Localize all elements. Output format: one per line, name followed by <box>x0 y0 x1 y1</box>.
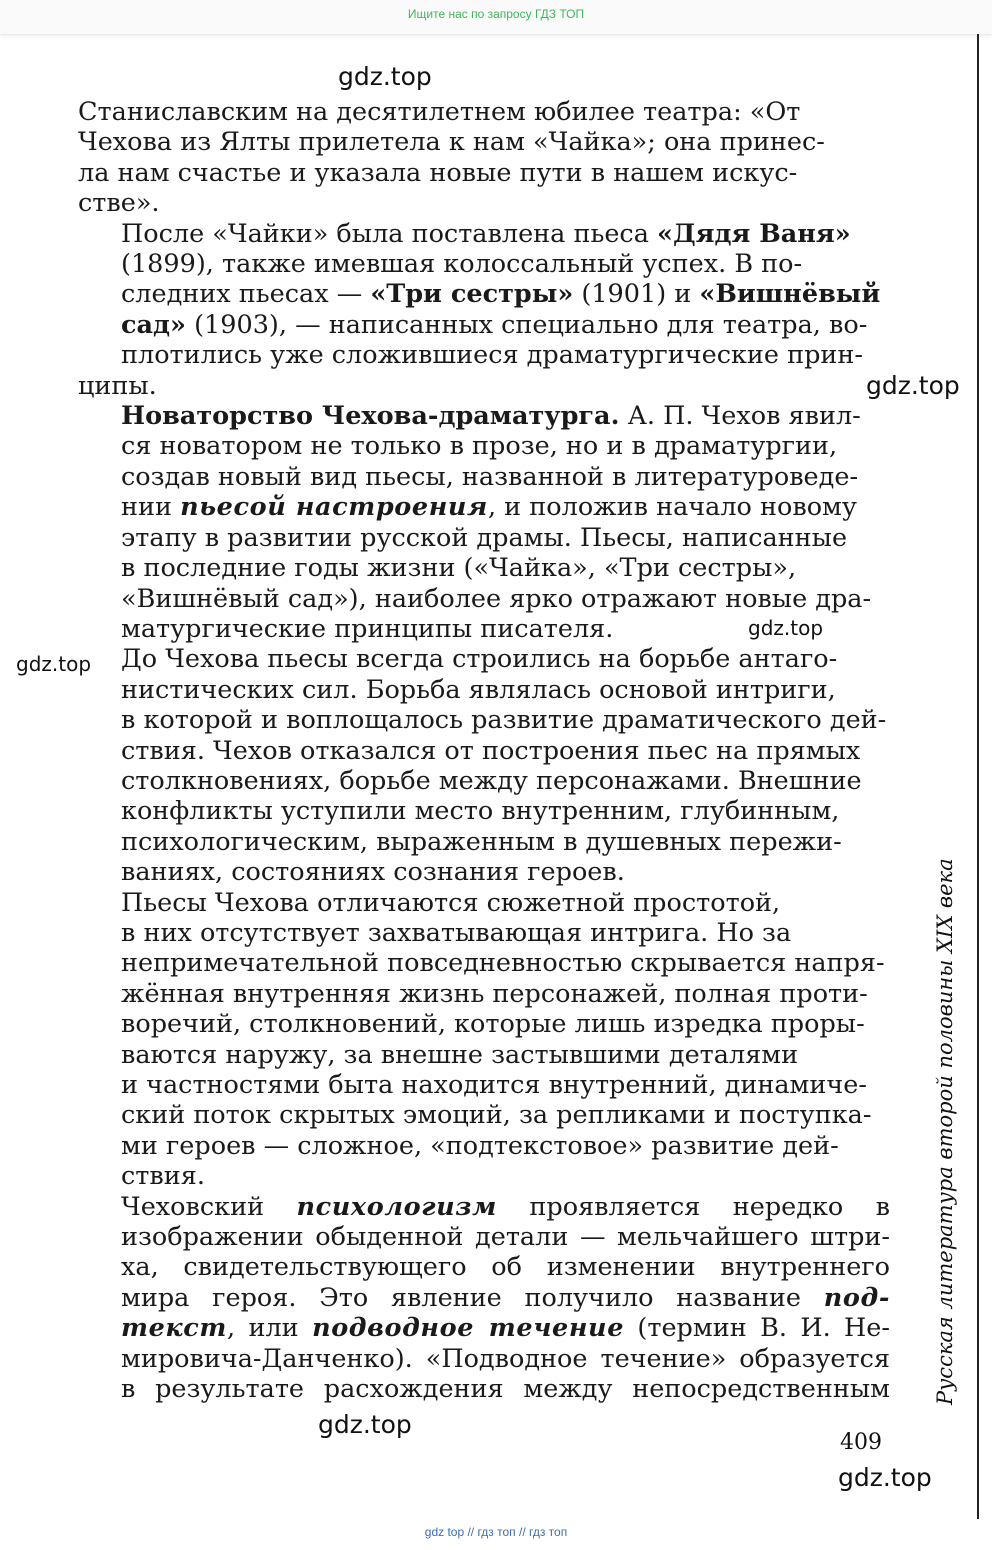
text-line <box>78 1313 890 1343</box>
text-line: изображении обыденной детали — мельчайшего штри- <box>121 1222 890 1253</box>
text-line: непримечательной повседневностью скрывается напря- <box>121 948 885 979</box>
text-run: нии <box>121 492 181 523</box>
text-line: ствия. <box>121 1161 205 1192</box>
text-line: конфликты уступили место внутренним, глубинным, <box>121 796 840 827</box>
text-run: (1903), — написанных специально для театра, во- <box>185 309 868 340</box>
watermark: gdz.top <box>338 62 432 91</box>
text-run: (1901) и <box>573 279 700 310</box>
paragraph <box>78 644 890 887</box>
text-line: воречий, столкновений, которые лишь изредка проры- <box>121 1009 865 1040</box>
text-line: ваются наружу, за внешне застывшими деталями <box>121 1039 799 1070</box>
watermark: gdz.top <box>748 616 824 640</box>
text-line: в последние годы жизни («Чайка», «Три сестры», <box>121 553 797 584</box>
text-line: мировича-Данченко). «Подводное течение» образуется <box>121 1343 890 1374</box>
text-line: Станиславским на десятилетнем юбилее театра: «От <box>78 97 801 127</box>
search-hint-link[interactable]: Ищите нас по запросу ГДЗ ТОП <box>407 7 585 21</box>
text-line: в которой и воплощалось развитие драматического дей- <box>121 705 887 736</box>
play-title-cherry-orchard: «Вишнёвый <box>699 279 881 310</box>
paragraph <box>78 888 890 1192</box>
top-banner <box>0 0 992 35</box>
text-line: в результате расхождения между непосредственным <box>121 1374 890 1405</box>
text-line: ми героев — сложное, «подтекстовое» развитие дей- <box>121 1130 839 1161</box>
text-line: матургические принципы писателя. <box>121 613 614 644</box>
watermark: gdz.top <box>318 1410 412 1439</box>
paragraph <box>78 219 890 401</box>
text-run: , и положив начало новому <box>487 492 857 523</box>
text-line: плотились уже сложившиеся драматургические прин- <box>121 340 864 371</box>
text-run: следних пьесах — <box>121 279 371 310</box>
play-title-three-sisters: «Три сестры» <box>370 279 574 310</box>
text-run: Чеховский <box>121 1191 297 1222</box>
text-line: ваниях, состояниях сознания героев. <box>121 857 625 888</box>
paragraph <box>78 97 890 219</box>
text-line <box>78 310 890 340</box>
watermark: gdz.top <box>838 1463 932 1492</box>
text-line: в них отсутствует захватывающая интрига. Но за <box>121 917 792 948</box>
term-subtext-end: текст <box>121 1313 227 1344</box>
text-line: жённая внутренняя жизнь персонажей, полная проти- <box>121 978 868 1009</box>
text-line: «Вишнёвый сад»), наиболее ярко отражают новые дра- <box>121 583 872 614</box>
text-line <box>78 401 890 431</box>
text-run: (термин В. И. Не- <box>624 1313 890 1344</box>
text-run: А. П. Чехов явил- <box>619 401 861 432</box>
footer-links[interactable]: gdz top // гдз топ // гдз топ <box>424 1525 568 1539</box>
text-line <box>78 1192 890 1222</box>
term-psychologism: психологизм <box>296 1191 497 1222</box>
text-line: До Чехова пьесы всегда строились на борьбе антаго- <box>121 644 838 675</box>
text-run: , или <box>226 1313 313 1344</box>
term-mood-play: пьесой настроения <box>180 492 488 523</box>
paragraph <box>78 1192 890 1405</box>
text-line: ха, свидетельствующего об изменении внутреннего <box>121 1252 890 1283</box>
section-heading: Новаторство Чехова-драматурга. <box>121 401 620 432</box>
text-run: мира героя. Это явление получило название <box>121 1282 824 1313</box>
sidebar-section-title: Русская литература второй половины XIX века <box>933 858 957 1405</box>
watermark: gdz.top <box>16 652 92 676</box>
text-run: проявляется нередко в <box>497 1191 890 1222</box>
play-title-uncle-vanya: «Дядя Ваня» <box>657 218 851 249</box>
text-line: ствия. Чехов отказался от построения пьес на прямых <box>121 735 861 766</box>
text-line <box>78 492 890 522</box>
text-line: и частностями быта находится внутренний, динамиче- <box>121 1070 867 1100</box>
text-line <box>78 1283 890 1313</box>
text-line: нистических сил. Борьба являлась основой интриги, <box>121 674 836 705</box>
play-title-cherry-orchard-end: сад» <box>121 309 186 340</box>
term-subtext: под- <box>823 1282 890 1313</box>
text-line: Пьесы Чехова отличаются сюжетной простотой, <box>121 887 781 918</box>
text-line: создав новый вид пьесы, названной в литературоведе- <box>121 461 859 492</box>
text-line <box>78 279 890 309</box>
text-line: ся новатором не только в прозе, но и в драматургии, <box>121 431 838 462</box>
page-number: 409 <box>840 1430 882 1455</box>
watermark: gdz.top <box>866 371 960 400</box>
text-run: После «Чайки» была поставлена пьеса <box>121 218 658 249</box>
term-undercurrent: подводное течение <box>312 1313 625 1344</box>
text-line: ципы. <box>78 370 157 401</box>
text-line: ский поток скрытых эмоций, за репликами и поступка- <box>121 1100 872 1131</box>
page-body-text <box>78 97 890 1404</box>
text-line: психологическим, выраженным в душевных пережи- <box>121 826 842 857</box>
text-line: столкновениях, борьбе между персонажами. Внешние <box>121 765 862 796</box>
text-line <box>78 219 890 249</box>
text-line: этапу в развитии русской драмы. Пьесы, написанные <box>121 522 848 553</box>
text-line: (1899), также имевшая колоссальный успех. В по- <box>121 249 803 280</box>
paragraph <box>78 401 890 644</box>
text-line: стве». <box>78 188 160 219</box>
text-line: Чехова из Ялты прилетела к нам «Чайка»; она принес- <box>78 127 825 158</box>
page-edge-divider <box>977 34 979 1519</box>
text-line: ла нам счастье и указала новые пути в нашем искус- <box>78 157 798 188</box>
